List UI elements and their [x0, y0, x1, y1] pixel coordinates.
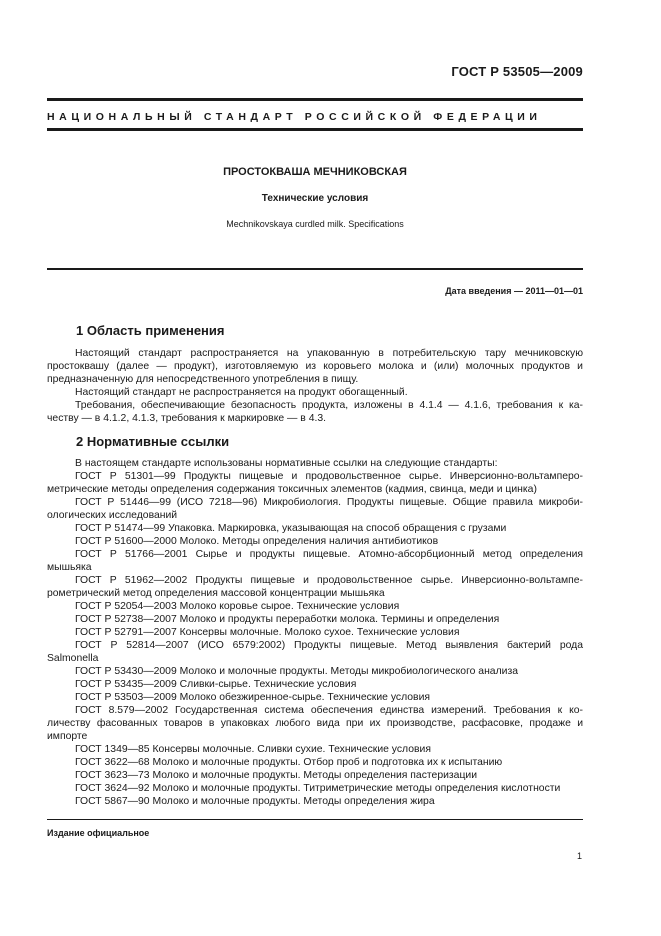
reference-line: Salmonella	[47, 653, 99, 664]
edition-label: Издание официальное	[47, 828, 150, 838]
reference-line: ГОСТ Р 53435—2009 Сливки-сырье. Технические условия	[75, 679, 357, 690]
banner-rule	[47, 128, 583, 131]
reference-line: В настоящем стандарте использованы нормативные ссылки на следующие стандарты:	[75, 458, 498, 469]
document-code: ГОСТ Р 53505—2009	[451, 64, 583, 79]
reference-line: рометрический метод определения массовой концентрации мышьяка	[47, 588, 385, 599]
section-1-line: Требования, обеспечивающие безопасность продукта, изложены в 4.1.4 — 4.1.6, требования к ка-	[75, 400, 583, 411]
reference-line: ГОСТ Р 51766—2001 Сырье и продукты пищевые. Атомно-абсорбционный метод определения	[75, 549, 583, 560]
reference-line: мышьяка	[47, 562, 92, 573]
document-subtitle: Технические условия	[261, 193, 369, 204]
reference-line: ГОСТ 5867—90 Молоко и молочные продукты. Методы определения жира	[75, 796, 435, 807]
section-2-heading: 2 Нормативные ссылки	[76, 434, 230, 449]
section-1-line: простоквашу (далее — продукт), изготовляемую из коровьего молока и (или) молочных продуктов и	[47, 361, 583, 372]
document-title: ПРОСТОКВАША МЕЧНИКОВСКАЯ	[223, 166, 407, 178]
reference-line: ГОСТ Р 53503—2009 Молоко обезжиренное-сырье. Технические условия	[75, 692, 431, 703]
reference-line: ГОСТ Р 51962—2002 Продукты пищевые и продовольственное сырье. Инверсионно-вольтампе-	[75, 575, 583, 586]
title-rule	[47, 268, 583, 270]
reference-line: личеству фасованных товаров в упаковках любого вида при их производстве, расфасовке, продаже и	[47, 718, 583, 729]
reference-line: ГОСТ 1349—85 Консервы молочные. Сливки сухие. Технические условия	[75, 744, 431, 755]
reference-line: ГОСТ Р 52814—2007 (ИСО 6579:2002) Продукты пищевые. Метод выявления бактерий рода	[75, 640, 583, 651]
section-1-line: Настоящий стандарт распространяется на упакованную в потребительскую тару мечниковскую	[75, 348, 583, 359]
national-standard-banner: НАЦИОНАЛЬНЫЙ СТАНДАРТ РОССИЙСКОЙ ФЕДЕРАЦИИ	[47, 111, 542, 123]
reference-line: импорте	[47, 731, 88, 742]
footer-rule	[47, 819, 583, 820]
reference-line: метрические методы определения содержания токсичных элементов (кадмия, свинца, меди и цинка)	[47, 484, 537, 495]
reference-line: ГОСТ Р 51474—99 Упаковка. Маркировка, указывающая на способ обращения с грузами	[75, 523, 507, 534]
section-1-line: честву — в 4.1.2, 4.1.3, требования к маркировке — в 4.3.	[47, 413, 327, 424]
reference-line: ГОСТ Р 52791—2007 Консервы молочные. Молоко сухое. Технические условия	[75, 627, 460, 638]
reference-line: ГОСТ Р 51301—99 Продукты пищевые и продовольственное сырье. Инверсионно-вольтампеpо-	[75, 471, 583, 482]
reference-line: ГОСТ Р 51600—2000 Молоко. Методы определения наличия антибиотиков	[75, 536, 439, 547]
reference-line: ГОСТ 3622—68 Молоко и молочные продукты. Отбор проб и подготовка их к испытанию	[75, 757, 503, 768]
section-1-heading: 1 Область применения	[76, 323, 225, 338]
reference-line: ГОСТ Р 53430—2009 Молоко и молочные продукты. Методы микробиологического анализа	[75, 666, 518, 677]
reference-line: ГОСТ 8.579—2002 Государственная система обеспечения единства измерений. Требования к ко-	[75, 705, 583, 716]
section-1-line: Настоящий стандарт не распространяется на продукт обогащенный.	[75, 387, 408, 398]
header-rule	[47, 98, 583, 101]
reference-line: ГОСТ Р 52054—2003 Молоко коровье сырое. Технические условия	[75, 601, 400, 612]
english-title: Mechnikovskaya curdled milk. Specifications	[226, 219, 404, 229]
page-number: 1	[576, 851, 582, 861]
reference-line: ГОСТ 3623—73 Молоко и молочные продукты. Методы определения пастеризации	[75, 770, 478, 781]
section-1-line: предназначенную для непосредственного употребления в пищу.	[47, 374, 359, 385]
reference-line: ГОСТ Р 52738—2007 Молоко и продукты переработки молока. Термины и определения	[75, 614, 500, 625]
reference-line: ологических исследований	[47, 510, 178, 521]
introduction-date: Дата введения — 2011—01—01	[445, 286, 583, 296]
reference-line: ГОСТ 3624—92 Молоко и молочные продукты. Титриметрические методы определения кислотности	[75, 783, 561, 794]
reference-line: ГОСТ Р 51446—99 (ИСО 7218—96) Микробиология. Продукты пищевые. Общие правила микроби-	[75, 497, 583, 508]
